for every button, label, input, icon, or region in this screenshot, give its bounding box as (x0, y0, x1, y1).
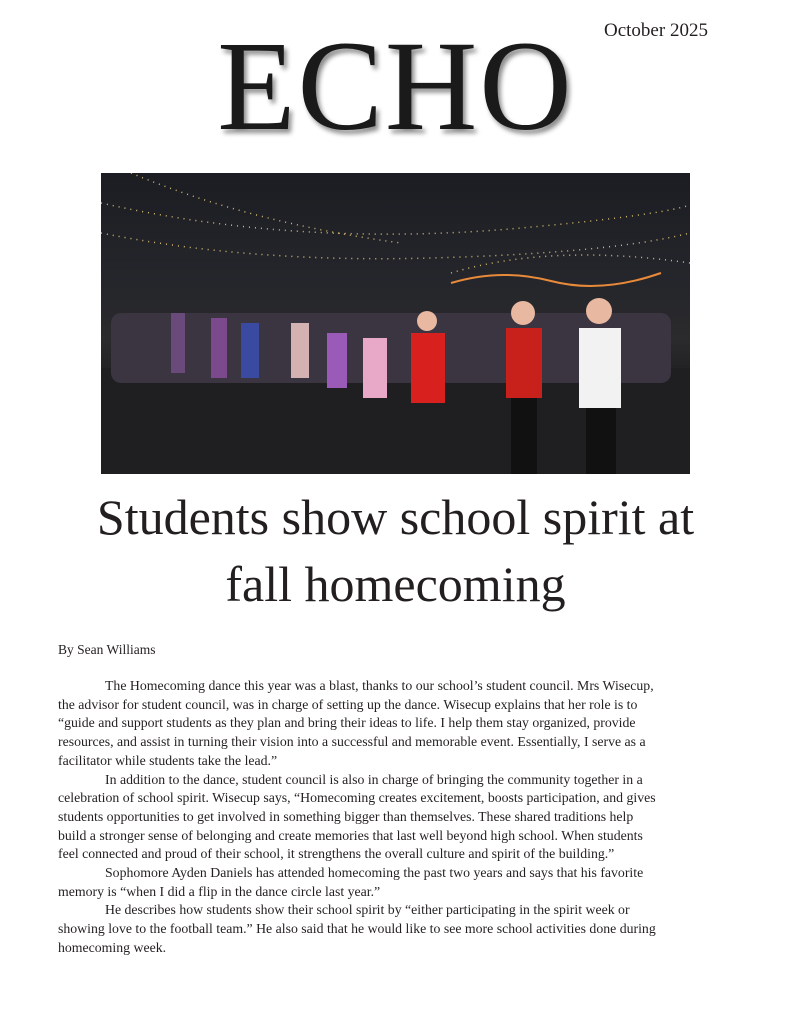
text-line: He describes how students show their school spirit by “either participating in the spirit week or (105, 902, 630, 918)
paragraph-3 (58, 864, 656, 901)
text-line: build a stronger sense of belonging and create memories that last well beyond high school. When students (58, 827, 643, 843)
headline-line: fall homecoming (225, 556, 566, 612)
dance-photo-illustration (101, 173, 690, 474)
paragraph-4 (58, 901, 656, 957)
text-line: showing love to the football team.” He also said that he would like to see more school activities done during (58, 921, 656, 937)
text-line: feel connected and proud of their school, it strengthens the overall culture and spirit of the building.” (58, 846, 615, 862)
paragraph-1 (58, 677, 656, 771)
text-line: resources, and assist in turning their vision into a successful and memorable event. Essentially, I serve as a (58, 734, 646, 750)
text-line: Sophomore Ayden Daniels has attended homecoming the past two years and says that his favorite (105, 865, 644, 881)
text-line: facilitator while students take the lead.” (58, 752, 278, 768)
text-line: The Homecoming dance this year was a blast, thanks to our school’s student council. Mrs Wisecup, (105, 678, 654, 693)
text-line: memory is “when I did a flip in the dance circle last year.” (58, 883, 381, 899)
byline: By Sean Williams (58, 642, 156, 657)
text-line: the advisor for student council, was in charge of setting up the dance. Wisecup explains that her role is to (58, 696, 638, 712)
text-line: celebration of school spirit. Wisecup says, “Homecoming creates excitement, boosts participation, and gives (58, 790, 656, 806)
article-headline (0, 484, 791, 618)
text-line: “guide and support students as they plan and bring their ideas to life. I help them stay organized, provide (58, 715, 636, 731)
text-line: students opportunities to get involved in something bigger than themselves. These shared traditions help (58, 808, 634, 824)
headline-line: Students show school spirit at (96, 489, 695, 545)
homecoming-dance-photo (101, 173, 690, 474)
article-body (58, 677, 656, 958)
text-line: homecoming week. (58, 939, 167, 955)
text-line: In addition to the dance, student council is also in charge of bringing the community together in a (105, 771, 643, 787)
masthead-title: ECHO (217, 15, 574, 157)
paragraph-2 (58, 771, 656, 865)
issue-date: October 2025 (604, 20, 708, 41)
